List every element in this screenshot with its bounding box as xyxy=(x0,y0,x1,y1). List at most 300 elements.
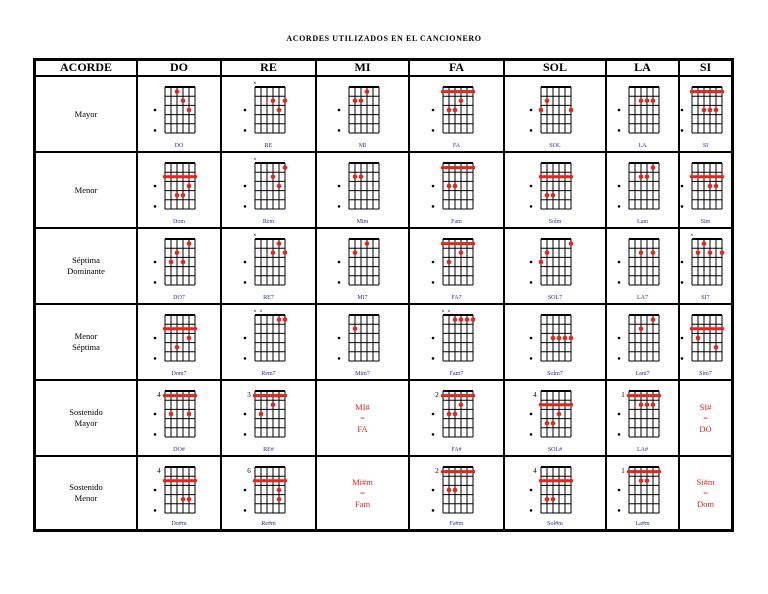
chord-label: Fa#m xyxy=(449,521,464,527)
chord-cell xyxy=(316,228,409,304)
row-label: Menor Séptima xyxy=(35,304,137,380)
fret-number: 6 xyxy=(247,467,251,475)
finger-dot xyxy=(181,497,186,502)
finger-dot xyxy=(453,317,458,322)
chord-label: Do#m xyxy=(171,521,187,527)
inlay-dot xyxy=(244,261,247,264)
finger-dot xyxy=(645,403,650,408)
inlay-dot xyxy=(432,129,435,132)
finger-dot xyxy=(639,479,644,484)
finger-dot xyxy=(645,99,650,104)
chord-diagram xyxy=(410,305,505,369)
chord-diagram xyxy=(410,77,505,141)
inlay-dot xyxy=(244,509,247,512)
inlay-dot xyxy=(244,413,247,416)
inlay-dot xyxy=(154,205,157,208)
finger-dot xyxy=(359,175,364,180)
inlay-dot xyxy=(154,281,157,284)
chord-diagram xyxy=(222,305,317,369)
finger-dot xyxy=(545,99,550,104)
finger-dot xyxy=(353,175,358,180)
chord-label: LA# xyxy=(637,447,648,453)
chord-label: Sim7 xyxy=(699,371,712,377)
chord-label: FA7 xyxy=(451,295,462,301)
chord-cell xyxy=(137,380,221,456)
chord-label: Solm xyxy=(548,219,562,225)
finger-dot xyxy=(651,317,656,322)
finger-dot xyxy=(539,260,544,265)
inlay-dot xyxy=(618,281,621,284)
fret-number: 1 xyxy=(621,467,625,475)
fret-number: 4 xyxy=(157,467,161,475)
header-chord: FA xyxy=(409,60,504,76)
muted-mark: × xyxy=(253,81,257,87)
inlay-dot xyxy=(338,185,341,188)
finger-dot xyxy=(365,241,370,246)
chord-label: DO# xyxy=(173,447,185,453)
inlay-dot xyxy=(432,433,435,436)
finger-dot xyxy=(277,393,282,398)
chord-cell xyxy=(606,228,679,304)
chord-diagram xyxy=(607,457,680,521)
inlay-dot xyxy=(154,413,157,416)
finger-dot xyxy=(714,184,719,189)
finger-dot xyxy=(453,412,458,417)
chord-label: Fam7 xyxy=(449,371,464,377)
chord-cell xyxy=(221,76,316,152)
inlay-dot xyxy=(530,357,533,360)
finger-dot xyxy=(702,241,707,246)
finger-dot xyxy=(187,336,192,341)
row-label: Sostenido Menor xyxy=(35,456,137,530)
inlay-dot xyxy=(338,281,341,284)
muted-mark: × xyxy=(253,157,257,163)
chord-cell xyxy=(606,304,679,380)
chord-cell xyxy=(504,76,606,152)
chord-diagram xyxy=(317,153,410,217)
chord-diagram xyxy=(138,77,222,141)
chord-diagram xyxy=(410,153,505,217)
inlay-dot xyxy=(681,261,684,264)
finger-dot xyxy=(453,488,458,493)
inlay-dot xyxy=(530,433,533,436)
inlay-dot xyxy=(618,357,621,360)
header-acorde: ACORDE xyxy=(35,60,137,76)
chord-label: LA7 xyxy=(637,295,648,301)
finger-dot xyxy=(651,99,656,104)
finger-dot xyxy=(459,317,464,322)
chord-cell xyxy=(137,152,221,228)
inlay-dot xyxy=(154,433,157,436)
chord-label: Fam xyxy=(451,219,462,225)
inlay-dot xyxy=(338,357,341,360)
equivalence-cell: Mi#m = Fam xyxy=(316,456,409,530)
chord-label: Mim7 xyxy=(355,371,370,377)
chord-label: SI7 xyxy=(701,295,710,301)
chord-diagram xyxy=(138,305,222,369)
chord-label: Rem xyxy=(262,219,275,225)
chord-label: MI xyxy=(358,143,367,149)
chord-label: SI xyxy=(702,143,709,149)
finger-dot xyxy=(708,184,713,189)
finger-dot xyxy=(545,193,550,198)
finger-dot xyxy=(175,251,180,256)
inlay-dot xyxy=(432,281,435,284)
finger-dot xyxy=(702,108,707,113)
chord-label: DO xyxy=(174,143,184,149)
chord-label: FA# xyxy=(451,447,462,453)
inlay-dot xyxy=(618,129,621,132)
finger-dot xyxy=(708,108,713,113)
muted-mark: × xyxy=(441,309,445,315)
finger-dot xyxy=(639,99,644,104)
finger-dot xyxy=(277,317,282,322)
inlay-dot xyxy=(681,185,684,188)
fret-number: 2 xyxy=(435,391,439,399)
chord-cell xyxy=(221,152,316,228)
inlay-dot xyxy=(432,357,435,360)
finger-dot xyxy=(447,184,452,189)
finger-dot xyxy=(175,193,180,198)
inlay-dot xyxy=(530,489,533,492)
chord-cell xyxy=(221,456,316,530)
muted-mark: × xyxy=(253,309,257,315)
header-chord: RE xyxy=(221,60,316,76)
chord-cell xyxy=(137,76,221,152)
chord-label: La#m xyxy=(635,521,650,527)
finger-dot xyxy=(365,89,370,94)
header-chord: LA xyxy=(606,60,679,76)
chord-diagram xyxy=(222,77,317,141)
chord-diagram xyxy=(138,229,222,293)
inlay-dot xyxy=(338,129,341,132)
inlay-dot xyxy=(244,281,247,284)
finger-dot xyxy=(359,99,364,104)
finger-dot xyxy=(651,251,656,256)
finger-dot xyxy=(447,260,452,265)
fret-number: 2 xyxy=(435,467,439,475)
muted-mark: × xyxy=(253,233,257,239)
chord-cell xyxy=(221,304,316,380)
inlay-dot xyxy=(618,185,621,188)
chord-cell xyxy=(504,380,606,456)
chord-table xyxy=(33,58,734,532)
chord-label: Sim xyxy=(700,219,711,225)
chord-label: SOL# xyxy=(547,447,563,453)
inlay-dot xyxy=(618,433,621,436)
inlay-dot xyxy=(530,281,533,284)
chord-diagram xyxy=(607,153,680,217)
header-chord: SI xyxy=(679,60,732,76)
chord-cell xyxy=(221,380,316,456)
finger-dot xyxy=(187,241,192,246)
finger-dot xyxy=(465,317,470,322)
chord-diagram xyxy=(410,457,505,521)
inlay-dot xyxy=(154,109,157,112)
inlay-dot xyxy=(154,337,157,340)
chord-diagram xyxy=(222,229,317,293)
row-label: Séptima Dominante xyxy=(35,228,137,304)
finger-dot xyxy=(720,251,725,256)
finger-dot xyxy=(271,175,276,180)
inlay-dot xyxy=(681,205,684,208)
chord-label: Sol#m xyxy=(547,521,563,527)
chord-diagram xyxy=(317,77,410,141)
chord-diagram xyxy=(317,305,410,369)
finger-dot xyxy=(557,336,562,341)
inlay-dot xyxy=(681,281,684,284)
inlay-dot xyxy=(618,489,621,492)
inlay-dot xyxy=(618,413,621,416)
inlay-dot xyxy=(681,129,684,132)
chord-diagram xyxy=(607,305,680,369)
inlay-dot xyxy=(618,509,621,512)
chord-label: DO7 xyxy=(173,295,185,301)
finger-dot xyxy=(714,108,719,113)
row-label: Mayor xyxy=(35,76,137,152)
inlay-dot xyxy=(618,337,621,340)
finger-dot xyxy=(271,403,276,408)
inlay-dot xyxy=(530,129,533,132)
inlay-dot xyxy=(244,357,247,360)
finger-dot xyxy=(639,251,644,256)
header-chord: MI xyxy=(316,60,409,76)
inlay-dot xyxy=(530,509,533,512)
chord-diagram xyxy=(138,381,222,445)
inlay-dot xyxy=(681,337,684,340)
inlay-dot xyxy=(338,205,341,208)
chord-diagram xyxy=(505,153,607,217)
chord-label: RE7 xyxy=(263,295,274,301)
finger-dot xyxy=(283,317,288,322)
finger-dot xyxy=(708,251,713,256)
chord-diagram xyxy=(505,77,607,141)
chord-diagram xyxy=(410,229,505,293)
inlay-dot xyxy=(432,185,435,188)
chord-cell xyxy=(679,228,732,304)
chord-cell xyxy=(504,304,606,380)
chord-cell xyxy=(409,456,504,530)
inlay-dot xyxy=(432,261,435,264)
chord-cell xyxy=(221,228,316,304)
finger-dot xyxy=(645,175,650,180)
fret-number: 1 xyxy=(621,391,625,399)
chord-diagram xyxy=(138,153,222,217)
chord-diagram xyxy=(505,229,607,293)
row-label: Sostenido Mayor xyxy=(35,380,137,456)
chord-diagram xyxy=(505,381,607,445)
inlay-dot xyxy=(154,261,157,264)
chord-diagram xyxy=(317,229,410,293)
inlay-dot xyxy=(244,337,247,340)
finger-dot xyxy=(277,488,282,493)
finger-dot xyxy=(277,108,282,113)
inlay-dot xyxy=(530,337,533,340)
chord-label: Lam xyxy=(637,219,648,225)
chord-cell xyxy=(679,152,732,228)
finger-dot xyxy=(453,108,458,113)
finger-dot xyxy=(639,403,644,408)
finger-dot xyxy=(545,497,550,502)
inlay-dot xyxy=(244,185,247,188)
inlay-dot xyxy=(530,205,533,208)
inlay-dot xyxy=(338,337,341,340)
chord-cell xyxy=(504,228,606,304)
chord-cell xyxy=(606,76,679,152)
inlay-dot xyxy=(154,489,157,492)
muted-mark: × xyxy=(690,233,694,239)
finger-dot xyxy=(175,345,180,350)
finger-dot xyxy=(645,479,650,484)
equivalence-cell: SI# = DO xyxy=(679,380,732,456)
chord-diagram xyxy=(222,153,317,217)
finger-dot xyxy=(551,421,556,426)
chord-label: Mim xyxy=(356,219,369,225)
fret-number: 4 xyxy=(533,467,537,475)
chord-label: Re#m xyxy=(261,521,276,527)
chord-label: Rem7 xyxy=(261,371,276,377)
inlay-dot xyxy=(432,205,435,208)
chord-cell xyxy=(606,456,679,530)
chord-label: FA xyxy=(452,143,461,149)
inlay-dot xyxy=(154,357,157,360)
inlay-dot xyxy=(618,205,621,208)
finger-dot xyxy=(471,317,476,322)
finger-dot xyxy=(259,412,264,417)
finger-dot xyxy=(459,403,464,408)
finger-dot xyxy=(187,108,192,113)
muted-mark: × xyxy=(447,309,451,315)
chord-cell xyxy=(409,76,504,152)
finger-dot xyxy=(175,89,180,94)
finger-dot xyxy=(447,108,452,113)
chord-label: RE# xyxy=(263,447,274,453)
chord-cell xyxy=(504,456,606,530)
finger-dot xyxy=(353,99,358,104)
finger-dot xyxy=(169,260,174,265)
fret-number: 3 xyxy=(247,391,251,399)
finger-dot xyxy=(651,165,656,170)
finger-dot xyxy=(277,497,282,502)
inlay-dot xyxy=(618,261,621,264)
finger-dot xyxy=(545,421,550,426)
chord-cell xyxy=(409,152,504,228)
finger-dot xyxy=(551,336,556,341)
inlay-dot xyxy=(154,185,157,188)
chord-cell xyxy=(316,152,409,228)
chord-label: Dom xyxy=(173,219,185,225)
inlay-dot xyxy=(432,109,435,112)
chord-diagram xyxy=(680,77,733,141)
chord-diagram xyxy=(505,305,607,369)
inlay-dot xyxy=(681,357,684,360)
finger-dot xyxy=(181,260,186,265)
finger-dot xyxy=(271,99,276,104)
inlay-dot xyxy=(432,337,435,340)
finger-dot xyxy=(277,241,282,246)
finger-dot xyxy=(459,251,464,256)
inlay-dot xyxy=(244,489,247,492)
finger-dot xyxy=(181,193,186,198)
inlay-dot xyxy=(244,433,247,436)
chord-label: RE xyxy=(264,143,273,149)
chord-label: Lam7 xyxy=(635,371,650,377)
chord-cell xyxy=(409,228,504,304)
finger-dot xyxy=(639,175,644,180)
chord-cell xyxy=(504,152,606,228)
chord-diagram xyxy=(138,457,222,521)
inlay-dot xyxy=(530,109,533,112)
chord-label: LA xyxy=(638,143,647,149)
chord-cell xyxy=(409,380,504,456)
header-chord: DO xyxy=(137,60,221,76)
inlay-dot xyxy=(244,109,247,112)
finger-dot xyxy=(283,251,288,256)
chord-diagram xyxy=(680,153,733,217)
finger-dot xyxy=(283,99,288,104)
finger-dot xyxy=(187,184,192,189)
chord-diagram xyxy=(680,305,733,369)
chord-cell xyxy=(316,304,409,380)
inlay-dot xyxy=(338,109,341,112)
finger-dot xyxy=(187,497,192,502)
header-chord: SOL xyxy=(504,60,606,76)
finger-dot xyxy=(714,345,719,350)
page-title: ACORDES UTILIZADOS EN EL CANCIONERO xyxy=(286,34,482,43)
muted-mark: × xyxy=(259,309,263,315)
finger-dot xyxy=(569,241,574,246)
finger-dot xyxy=(353,327,358,332)
finger-dot xyxy=(187,412,192,417)
chord-diagram xyxy=(607,77,680,141)
finger-dot xyxy=(651,403,656,408)
inlay-dot xyxy=(432,413,435,416)
finger-dot xyxy=(696,336,701,341)
chord-cell xyxy=(137,304,221,380)
inlay-dot xyxy=(432,509,435,512)
fret-number: 4 xyxy=(533,391,537,399)
equivalence-cell: Si#m = Dom xyxy=(679,456,732,530)
chord-cell xyxy=(679,76,732,152)
chord-cell xyxy=(679,304,732,380)
finger-dot xyxy=(181,99,186,104)
finger-dot xyxy=(545,251,550,256)
chord-label: MI7 xyxy=(357,295,368,301)
inlay-dot xyxy=(618,109,621,112)
finger-dot xyxy=(353,251,358,256)
finger-dot xyxy=(459,99,464,104)
finger-dot xyxy=(639,327,644,332)
chord-cell xyxy=(606,380,679,456)
finger-dot xyxy=(563,336,568,341)
chord-cell xyxy=(606,152,679,228)
chord-diagram xyxy=(607,229,680,293)
chord-cell xyxy=(316,76,409,152)
inlay-dot xyxy=(244,205,247,208)
finger-dot xyxy=(453,184,458,189)
inlay-dot xyxy=(681,109,684,112)
finger-dot xyxy=(447,412,452,417)
finger-dot xyxy=(271,251,276,256)
chord-diagram xyxy=(410,381,505,445)
fret-number: 4 xyxy=(157,391,161,399)
finger-dot xyxy=(557,412,562,417)
inlay-dot xyxy=(530,413,533,416)
finger-dot xyxy=(447,488,452,493)
finger-dot xyxy=(169,412,174,417)
chord-diagram xyxy=(680,229,733,293)
chord-cell xyxy=(137,456,221,530)
